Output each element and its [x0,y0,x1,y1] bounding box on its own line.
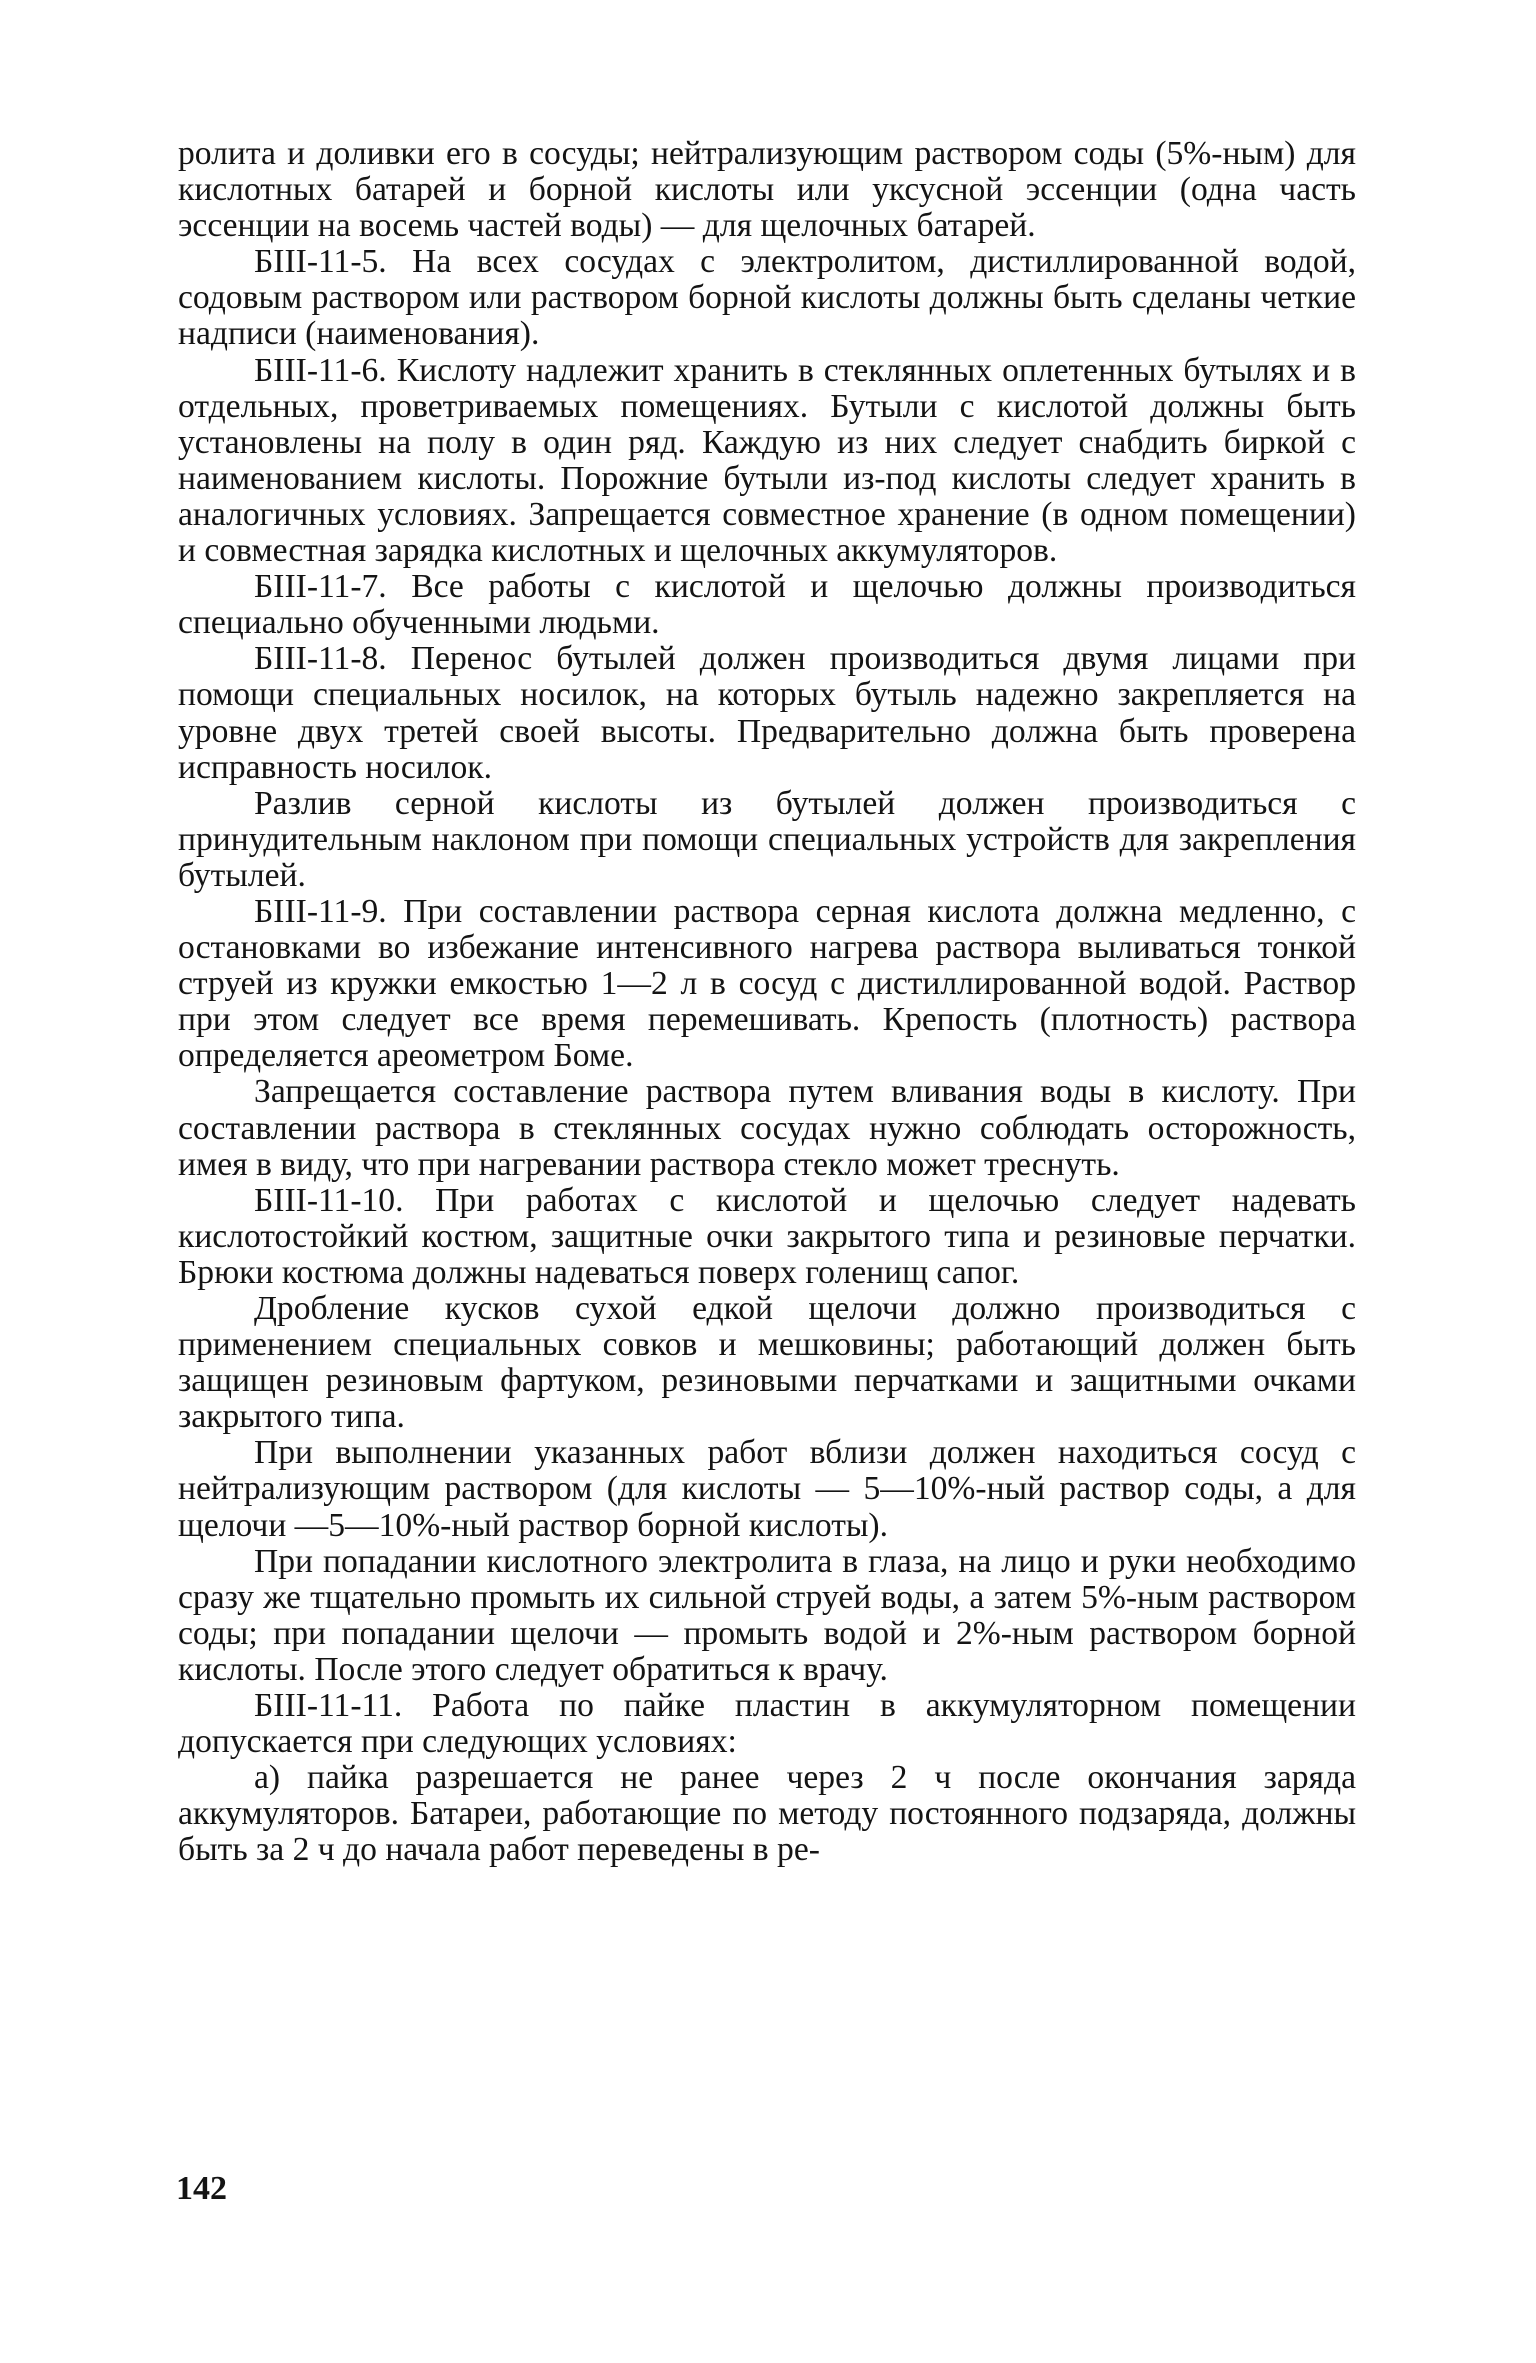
paragraph: БIII-11-11. Работа по пайке пластин в аккумуляторном помещении допускается при следующих условиях: [178,1687,1356,1761]
text-column [178,136,1356,1869]
paragraph: Дробление кусков сухой едкой щелочи должно производиться с применением специальных совков и мешковины; работающий должен быть защищен резиновым фартуком, резиновыми перчатками и защитными очками закрытого типа. [178,1290,1356,1436]
paragraph: Запрещается составление раствора путем вливания воды в кислоту. При составлении раствора в стеклянных сосудах нужно соблюдать осторожность, имея в виду, что при нагревании раствора стекло может треснуть. [178,1073,1356,1183]
paragraph: БIII-11-9. При составлении раствора серная кислота должна медленно, с остановками во избежание интенсивного нагрева раствора выливаться тонкой струей из кружки емкостью 1—2 л в сосуд с дистиллированной водой. Раствор при этом следует все время перемешивать. Крепость (плотность) раствора определяется ареометром Боме. [178,892,1356,1075]
paragraph: БIII-11-6. Кислоту надлежит хранить в стеклянных оплетенных бутылях и в отдельных, проветриваемых помещениях. Бутыли с кислотой должны быть установлены на полу в один ряд. Каждую из них следует снабдить биркой с наименованием кислоты. Порожние бутыли из-под кислоты следует хранить в аналогичных условиях. Запрещается совместное хранение (в одном помещении) и совместная зарядка кислотных и щелочных аккумуляторов. [178,351,1356,570]
paragraph: БIII-11-7. Все работы с кислотой и щелочью должны производиться специально обученными людьми. [178,568,1356,642]
paragraph: При попадании кислотного электролита в глаза, на лицо и руки необходимо сразу же тщательно промыть их сильной струей воды, а затем 5%-ным раствором соды; при попадании щелочи — промыть водой и 2%-ным раствором борной кислоты. После этого следует обратиться к врачу. [178,1542,1356,1688]
paragraph: Разлив серной кислоты из бутылей должен производиться с принудительным наклоном при помощи специальных устройств для закрепления бутылей. [178,784,1356,894]
paragraph: При выполнении указанных работ вблизи должен находиться сосуд с нейтрализующим раствором (для кислоты — 5—10%-ный раствор соды, а для щелочи —5—10%-ный раствор борной кислоты). [178,1434,1356,1544]
paragraph: БIII-11-10. При работах с кислотой и щелочью следует надевать кислотостойкий костюм, защитные очки закрытого типа и резиновые перчатки. Брюки костюма должны надеваться поверх голенищ сапог. [178,1181,1356,1291]
page-number: 142 [176,2170,227,2207]
paragraph: ролита и доливки его в сосуды; нейтрализующим раствором соды (5%-ным) для кислотных батарей и борной кислоты или уксусной эссенции (одна часть эссенции на восемь частей воды) — для щелочных батарей. [178,135,1356,245]
paragraph: а) пайка разрешается не ранее через 2 ч после окончания заряда аккумуляторов. Батареи, работающие по методу постоянного подзаряда, должны быть за 2 ч до начала работ переведены в ре- [178,1759,1356,1869]
paragraph: БIII-11-5. На всех сосудах с электролитом, дистиллированной водой, содовым раствором или раствором борной кислоты должны быть сделаны четкие надписи (наименования). [178,243,1356,353]
paragraph: БIII-11-8. Перенос бутылей должен производиться двумя лицами при помощи специальных носилок, на которых бутыль надежно закрепляется на уровне двух третей своей высоты. Предварительно должна быть проверена исправность носилок. [178,640,1356,786]
